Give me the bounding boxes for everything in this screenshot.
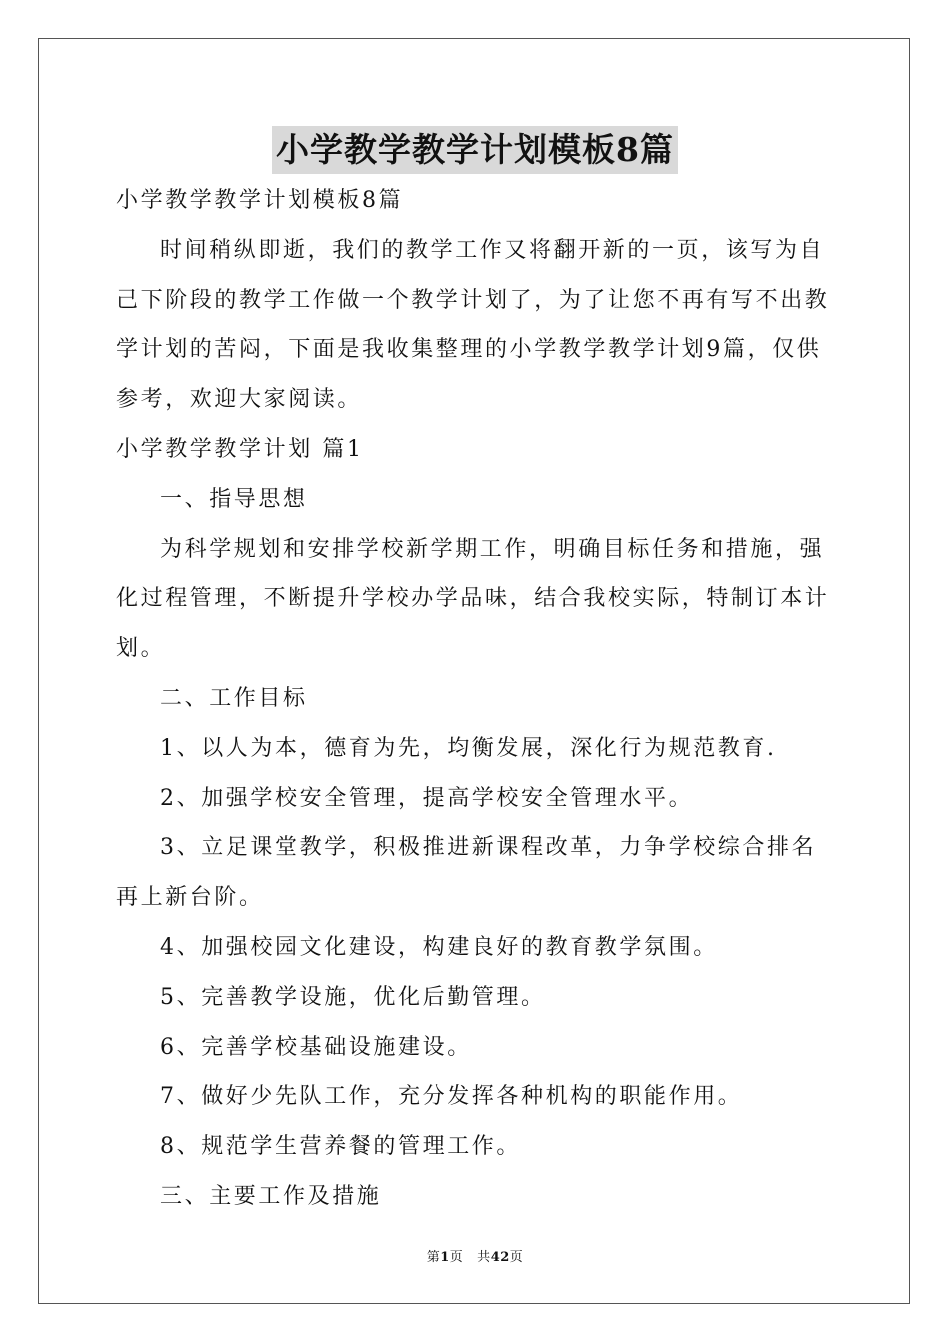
page-number: 1: [440, 1250, 450, 1265]
paragraph: 小学教学教学计划 篇1: [116, 436, 364, 462]
paragraph: 一、指导思想: [160, 486, 308, 512]
total-prefix: 共: [477, 1250, 491, 1265]
paragraph: 8、规范学生营养餐的管理工作。: [160, 1134, 521, 1160]
paragraph: 1、以人为本，德育为先，均衡发展，深化行为规范教育.: [160, 735, 777, 761]
total-pages: 42: [490, 1250, 510, 1265]
paragraph: 时间稍纵即逝，我们的教学工作又将翻开新的一页，该写为自己下阶段的教学工作做一个教学计划了，为了让您不再有写不出教学计划的苦闷，下面是我收集整理的小学教学教学计划9篇，仅供参考，欢迎大家阅读。: [116, 237, 830, 413]
paragraph: 6、完善学校基础设施建设。: [160, 1034, 472, 1060]
document-title: 小学教学教学计划模板8篇: [272, 126, 678, 174]
document-body: [116, 176, 838, 1222]
paragraph: 4、加强校园文化建设，构建良好的教育教学氛围。: [160, 934, 718, 960]
total-suffix: 页: [509, 1250, 524, 1265]
paragraph: 7、做好少先队工作，充分发挥各种机构的职能作用。: [160, 1084, 743, 1110]
page-suffix: 页: [449, 1250, 464, 1265]
title-container: [0, 126, 950, 174]
paragraph: 二、工作目标: [160, 685, 308, 711]
paragraph: 三、主要工作及措施: [160, 1183, 382, 1209]
paragraph: 小学教学教学计划模板8篇: [116, 188, 404, 213]
paragraph: 2、加强学校安全管理，提高学校安全管理水平。: [160, 785, 694, 811]
page-footer: [0, 1246, 950, 1265]
paragraph: 为科学规划和安排学校新学期工作，明确目标任务和措施，强化过程管理，不断提升学校办学品味，结合我校实际，特制订本计划。: [116, 536, 830, 662]
paragraph: 3、立足课堂教学，积极推进新课程改革，力争学校综合排名再上新台阶。: [116, 835, 817, 911]
page-prefix: 第: [426, 1250, 441, 1265]
paragraph: 5、完善教学设施，优化后勤管理。: [160, 984, 546, 1010]
